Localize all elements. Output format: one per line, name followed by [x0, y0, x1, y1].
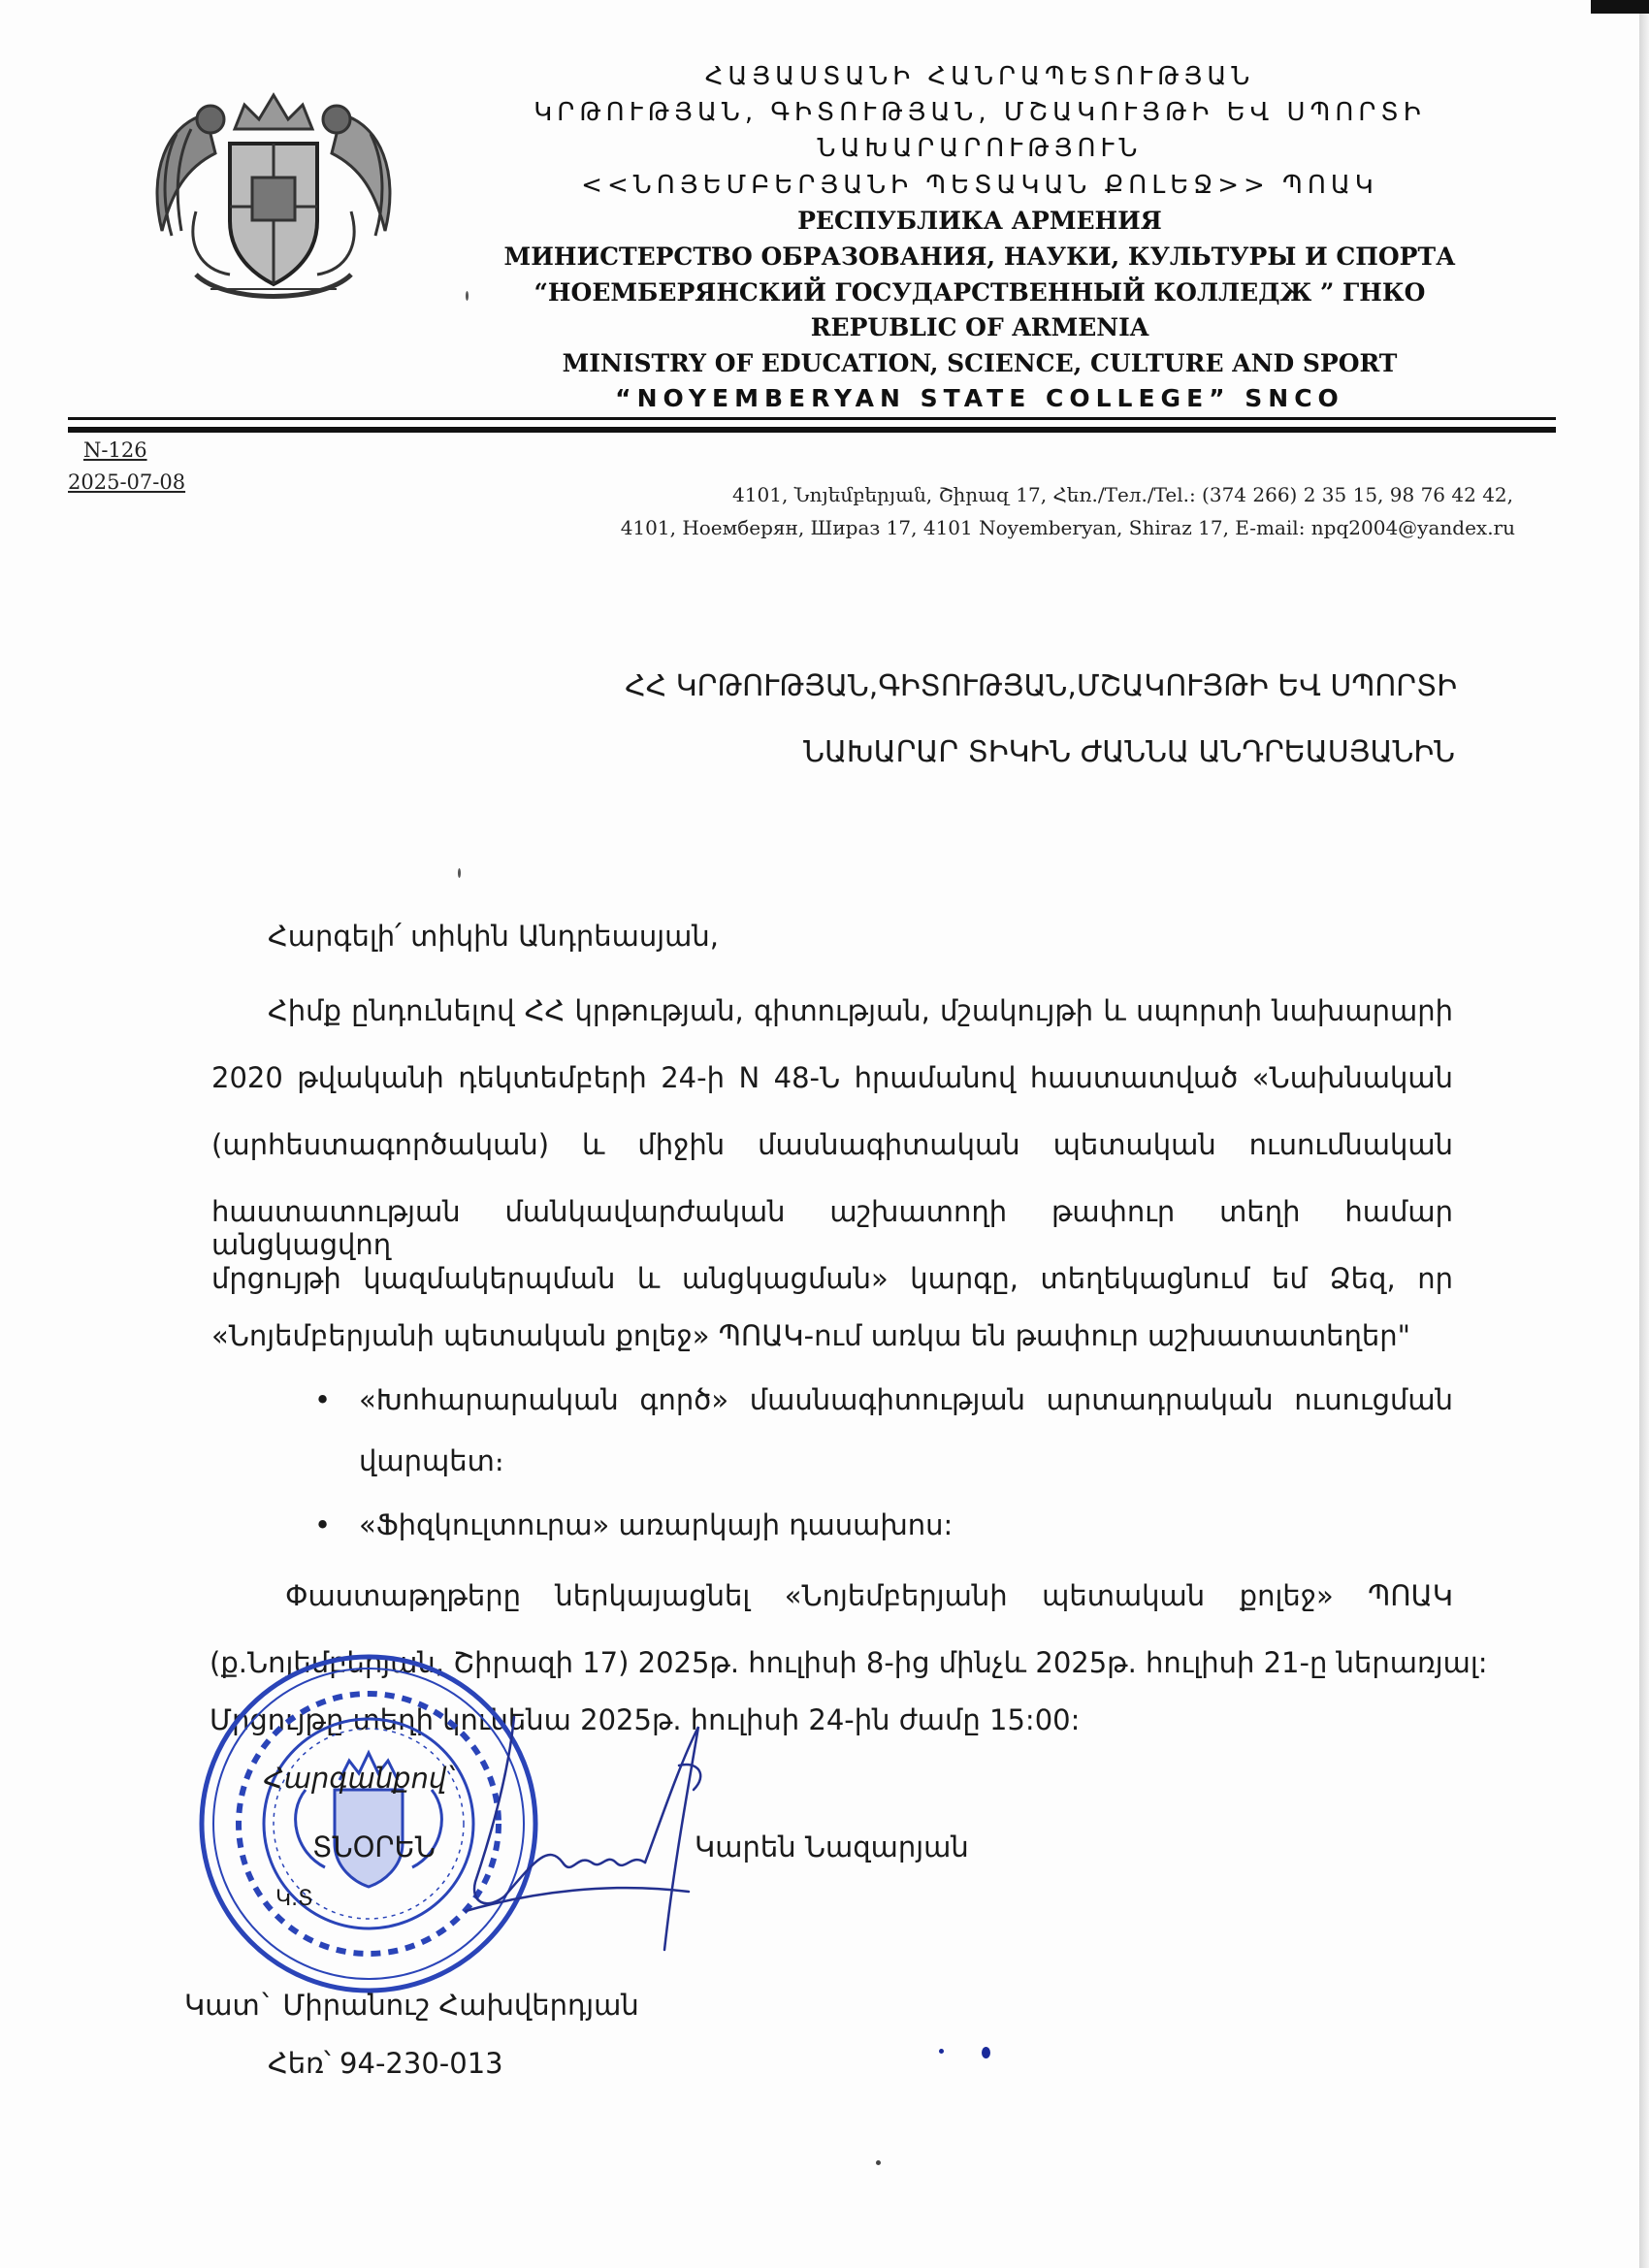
bullet-1-line-2: վարպետ։ — [359, 1444, 504, 1477]
executor-phone: Հեռ՝ 94-230-013 — [268, 2047, 503, 2080]
header-armenian-line-4: <<ՆՈՅԵՄԲԵՐՅԱՆԻ ՊԵՏԱԿԱՆ ՔՈԼԵՋ>> ՊՈԱԿ — [581, 171, 1378, 200]
header-rule-thin — [68, 417, 1556, 420]
paragraph-1-line-1: Հիմք ընդունելով ՀՀ կրթության, գիտության, մշակույթի և սպորտի նախարարի — [268, 994, 1453, 1027]
reference-number: N-126 — [83, 438, 147, 462]
header-armenian-line-3: ՆԱԽԱՐԱՐՈՒԹՅՈՒՆ — [817, 134, 1143, 163]
recipient-line-2: ՆԱԽԱՐԱՐ ՏԻԿԻՆ ԺԱՆՆԱ ԱՆԴՐԵԱՍՅԱՆԻՆ — [803, 735, 1455, 769]
executor-name: Կատ` Միրանուշ Հախվերդյան — [184, 1989, 639, 2022]
scan-edge — [1639, 0, 1649, 2268]
coat-of-arms-emblem — [138, 76, 409, 318]
scan-corner-mark — [1591, 0, 1649, 14]
dust-mark-top — [466, 291, 469, 301]
bullet-1-line-1: «Խոհարարական գործ» մասնագիտության արտադրական ուսուցման — [359, 1383, 1453, 1416]
address-line-russian-english: 4101, Ноемберян, Шираз 17, 4101 Noyemberyan, Shiraz 17, E-mail: npq2004@yandex.ru — [620, 516, 1515, 539]
header-english-line-1: REPUBLIC OF ARMENIA — [810, 313, 1149, 341]
paragraph-2-line-1: Փաստաթղթերը ներկայացնել «Նոյեմբերյանի պետական քոլեջ» ՊՈԱԿ — [285, 1579, 1453, 1612]
paragraph-2-line-2: (ք.Նոյեմբերյան, Շիրազի 17) 2025թ. հուլիսի 8-ից մինչև 2025թ. հուլիսի 21-ը ներառյալ: — [210, 1646, 1488, 1679]
seal-place-mark: Կ.Տ — [275, 1887, 313, 1911]
bullet-2-marker: • — [314, 1508, 332, 1541]
paragraph-2-line-3: Մրցույթը տեղի կունենա 2025թ. հուլիսի 24-ին ժամը 15:00: — [210, 1703, 1081, 1736]
header-russian-line-1: РЕСПУБЛИКА АРМЕНИЯ — [797, 207, 1162, 235]
reference-date: 2025-07-08 — [68, 470, 186, 494]
closing-regards: Հարգանքով՝ — [264, 1762, 454, 1795]
header-armenian-line-1: ՀԱՅԱՍՏԱՆԻ ՀԱՆՐԱՊԵՏՈՒԹՅԱՆ — [704, 62, 1255, 91]
header-russian-line-3: “НОЕМБЕРЯНСКИЙ ГОСУДАРСТВЕННЫЙ КОЛЛЕДЖ ” ГНКО — [534, 278, 1426, 307]
address-line-armenian: 4101, Նոյեմբերյան, Շիրազ 17, Հեռ./Тел./Tel.: (374 266) 2 35 15, 98 76 42 42, — [732, 483, 1513, 506]
paragraph-1-line-6: «Նոյեմբերյանի պետական քոլեջ» ՊՈԱԿ-ում առկա են թափուր աշխատատեղեր" — [211, 1319, 1411, 1352]
bullet-1-marker: • — [314, 1383, 332, 1416]
header-english-line-3: “NOYEMBERYAN STATE COLLEGE” SNCO — [615, 384, 1344, 412]
paragraph-1-line-3: (արհեստագործական) և միջին մասնագիտական պետական ուսումնական — [211, 1128, 1453, 1161]
paragraph-1-line-5: մրցույթի կազմակերպման և անցկացման» կարգը, տեղեկացնում եմ Ձեզ, որ — [211, 1262, 1453, 1295]
header-armenian-line-2: ԿՐԹՈՒԹՅԱՆ, ԳԻՏՈՒԹՅԱՆ, ՄՇԱԿՈՒՅԹԻ ԵՎ ՍՊՈՐՏԻ — [534, 98, 1426, 127]
signer-name: Կարեն Նազարյան — [695, 1831, 969, 1863]
dust-spot — [876, 2160, 881, 2165]
ink-spot-small — [939, 2049, 944, 2054]
paragraph-1-line-2: 2020 թվականի դեկտեմբերի 24-ի N 48-Ն հրամանով հաստատված «Նախնական — [211, 1061, 1453, 1094]
header-rule-thick — [68, 427, 1556, 433]
header-russian-line-2: МИНИСТЕРСТВО ОБРАЗОВАНИЯ, НАУКИ, КУЛЬТУРЫ И СПОРТА — [503, 243, 1456, 271]
header-english-line-2: MINISTRY OF EDUCATION, SCIENCE, CULTURE AND SPORT — [562, 349, 1398, 377]
signer-title: ՏՆՕՐԵՆ — [312, 1831, 436, 1863]
salutation: Հարգելի՛ տիկին Անդրեասյան, — [268, 920, 720, 953]
dust-mark — [458, 868, 461, 878]
ink-spot — [982, 2047, 990, 2058]
bullet-2-text: «Ֆիզկուլտուրա» առարկայի դասախոս: — [359, 1508, 954, 1541]
paragraph-1-line-4: հաստատության մանկավարժական աշխատողի թափուր տեղի համար անցկացվող — [211, 1195, 1453, 1261]
recipient-line-1: ՀՀ ԿՐԹՈՒԹՅԱՆ,ԳԻՏՈՒԹՅԱՆ,ՄՇԱԿՈՒՅԹԻ ԵՎ ՍՊՈՐՏԻ — [625, 669, 1457, 703]
